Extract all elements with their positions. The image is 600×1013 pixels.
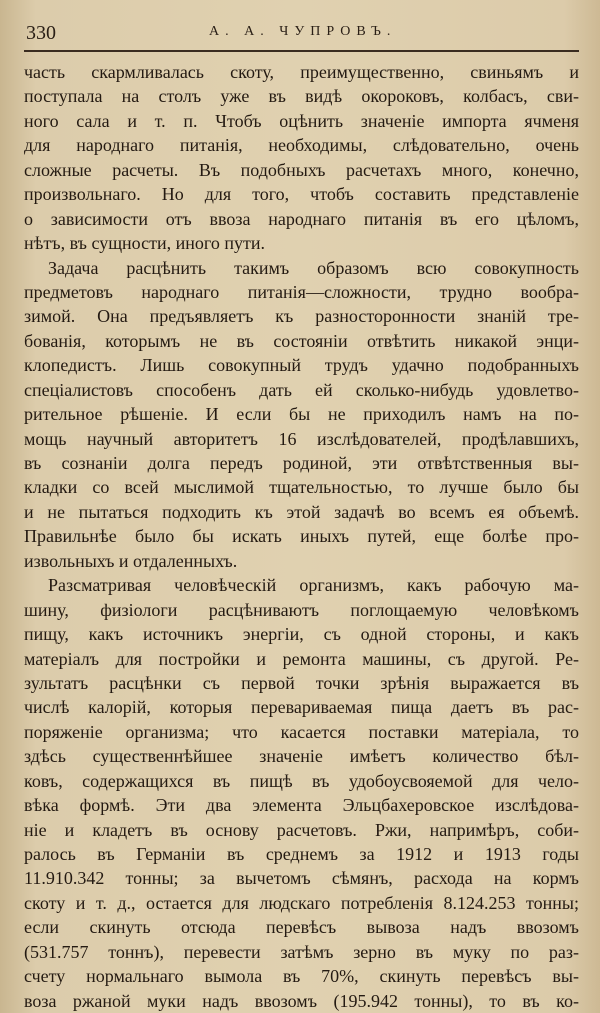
text-line: мощь научный авторитетъ 16 изслѣдователей, продѣлавшихъ, <box>24 428 579 449</box>
text-line: часть скармливалась скоту, преимущественно, свиньямъ и <box>24 62 579 82</box>
text-line: 11.910.342 тонны; за вычетомъ сѣмянъ, расхода на кормъ <box>24 868 579 889</box>
running-head: А. А. ЧУПРОВЪ. <box>209 24 397 39</box>
text-line: клопедистъ. Лишь совокупный трудъ удачно подобранныхъ <box>24 355 579 376</box>
page-header <box>24 18 579 48</box>
text-line: здѣсь существеннѣйшее значеніе имѣетъ количество бѣл- <box>24 746 579 767</box>
text-line: воза ржаной муки надъ ввозомъ (195.942 тонны), то въ ко- <box>24 990 579 1011</box>
text-line: шину, физіологи расцѣниваютъ поглощаемую человѣкомъ <box>24 599 579 620</box>
text-line: вѣка формѣ. Эти два элемента Эльцбахеровское изслѣдова- <box>24 795 579 816</box>
text-line: (531.757 тоннъ), перевести затѣмъ зерно въ муку по раз- <box>24 941 579 962</box>
text-line: въ сознаніи долга передъ родиной, эти отвѣтственныя вы- <box>24 453 579 473</box>
text-line: Разсматривая человѣческій организмъ, какъ рабочую ма- <box>48 575 579 596</box>
page-number: 330 <box>26 22 56 44</box>
text-line: Правильнѣе было бы искать иныхъ путей, еще болѣе про- <box>24 526 579 547</box>
text-line: кладки со всей мыслимой тщательностью, то лучше было бы <box>24 477 579 498</box>
text-line: извольныхъ и отдаленныхъ. <box>24 550 238 571</box>
text-line: если скинуть отсюда перевѣсъ вывоза надъ ввозомъ <box>24 917 579 938</box>
text-line: произвольнаго. Но для того, чтобъ составить представленіе <box>24 184 579 205</box>
text-line: скоту и т. д., остается для людскаго потребленія 8.124.253 тонны; <box>24 892 579 913</box>
text-line: ралось въ Германіи въ среднемъ за 1912 и 1913 годы <box>24 844 579 864</box>
paragraph-1 <box>24 60 579 256</box>
paragraph-2 <box>24 256 579 574</box>
text-line: ного сала и т. п. Чтобъ оцѣнить значеніе импорта ячменя <box>24 110 579 131</box>
header-rule <box>24 50 579 52</box>
text-line: счету нормальнаго вымола въ 70%, скинуть перевѣсъ вы- <box>24 966 579 987</box>
body-text <box>24 60 579 1013</box>
text-line: сложные расчеты. Въ подобныхъ расчетахъ много, конечно, <box>24 159 579 180</box>
paragraph-3 <box>24 573 579 1013</box>
text-line: спеціалистовъ способенъ дать ей сколько-нибудь удовлетво- <box>24 379 579 400</box>
text-line: Задача расцѣнить такимъ образомъ всю совокупность <box>48 257 579 278</box>
text-line: пищу, какъ источникъ энергіи, съ одной стороны, и какъ <box>24 624 579 645</box>
text-line: поступала на столъ уже въ видѣ окороковъ, колбасъ, сви- <box>24 86 579 107</box>
text-line: рительное рѣшеніе. И если бы не приходилъ намъ на по- <box>24 404 579 425</box>
text-line: ніе и кладетъ въ основу расчетовъ. Ржи, напримѣръ, соби- <box>24 819 579 840</box>
text-line: зультатъ расцѣнки съ первой точки зрѣнія выражается въ <box>24 672 579 693</box>
text-line: числѣ калорій, которыя перевариваемая пища даетъ въ рас- <box>24 697 579 718</box>
text-line: для народнаго питанія, необходимы, слѣдовательно, очень <box>24 135 579 156</box>
text-line: поряженіе организма; что касается поставки матеріала, то <box>24 721 579 742</box>
text-line: предметовъ народнаго питанія—сложности, трудно вообра- <box>24 281 579 302</box>
text-line: нѣтъ, въ сущности, иного пути. <box>24 233 265 254</box>
text-line: о зависимости отъ ввоза народнаго питанія въ его цѣломъ, <box>24 208 579 229</box>
text-line: ковъ, содержащихся въ пищѣ въ удобоусвояемой для чело- <box>24 770 579 791</box>
text-line: бованія, которымъ не въ состояніи отвѣтить никакой энци- <box>24 330 579 351</box>
text-line: и не пытаться подходить къ этой задачѣ во всемъ ея объемѣ. <box>24 501 579 522</box>
text-line: зимой. Она предъявляетъ къ разносторонности знаній тре- <box>24 306 579 327</box>
text-line: матеріалъ для постройки и ремонта машины, съ другой. Ре- <box>24 648 579 669</box>
